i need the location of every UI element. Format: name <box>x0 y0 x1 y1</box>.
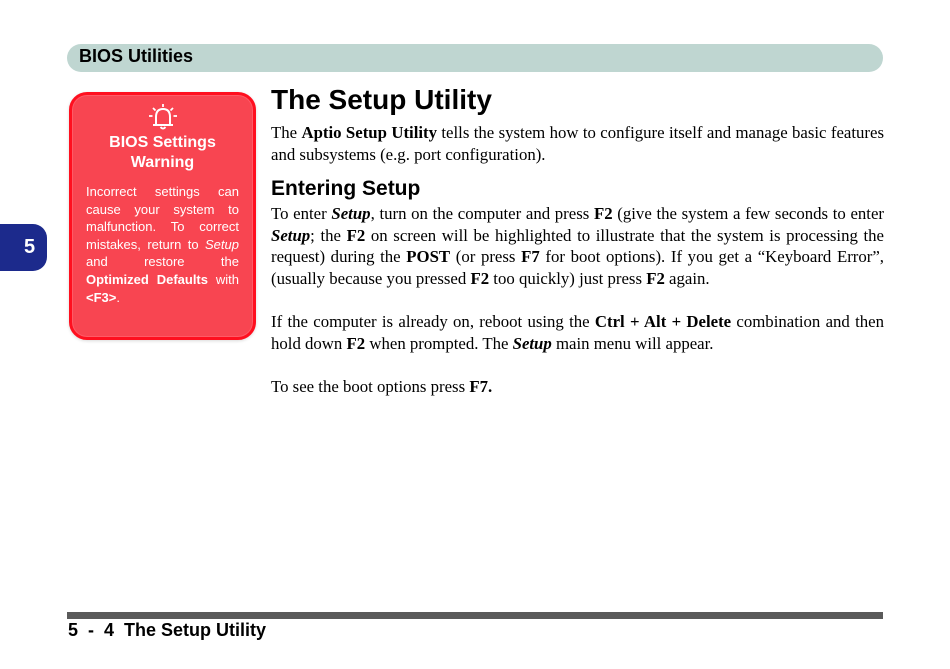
setup-term: Setup <box>271 225 311 245</box>
text-run: , turn on the computer and press <box>370 204 594 224</box>
setup-term: Setup <box>331 204 371 224</box>
text-run: on screen will be highlighted to illustrate that the system is processing the request) during the <box>271 225 885 267</box>
warning-bell-icon <box>146 103 180 131</box>
warning-title <box>86 133 239 173</box>
text-run: too quickly) just press <box>489 268 647 288</box>
key-combo-ctrl-alt-delete: Ctrl + Alt + Delete <box>594 312 732 332</box>
warning-setup-term: Setup <box>205 236 239 252</box>
text-run: (give the system a few seconds to enter <box>612 204 885 224</box>
chapter-number: 5 <box>23 236 36 258</box>
text-run: If the computer is already on, reboot using the <box>271 312 595 332</box>
post-term: POST <box>406 247 451 267</box>
key-f2: F2 <box>346 333 366 353</box>
key-f2: F2 <box>346 225 366 245</box>
boot-options-paragraph <box>271 376 884 398</box>
text-run: (or press <box>450 247 522 267</box>
section-title: Entering Setup <box>271 177 421 201</box>
text-run: main menu will appear. <box>551 333 714 353</box>
main-content <box>271 82 884 398</box>
setup-term: Setup <box>512 333 552 353</box>
header-title: BIOS Utilities <box>79 46 194 66</box>
warning-text: Incorrect settings can cause your system to malfunction. To correct mistakes, return to <box>86 184 239 252</box>
warning-box <box>69 92 256 340</box>
warning-text: with <box>208 271 239 287</box>
key-f2: F2 <box>646 268 665 288</box>
entering-setup-paragraph <box>271 203 884 289</box>
aptio-setup-utility-term: Aptio Setup Utility <box>301 123 438 142</box>
text-run: combination and then hold down <box>271 312 884 353</box>
text-run: when prompted. The <box>365 333 513 353</box>
text-run: again. <box>664 268 710 288</box>
key-f7: F7 <box>521 247 540 267</box>
chapter-tab <box>0 224 47 271</box>
text-run: To see the boot options press <box>271 376 470 396</box>
warning-title-line1: BIOS Settings <box>109 134 216 151</box>
text-run: tells the system how to configure itself and manage basic features and subsystems (e.g. port configuration). <box>271 123 884 164</box>
text-run: ; the <box>310 225 347 245</box>
text-run: The <box>271 123 302 142</box>
key-f2: F2 <box>470 268 490 288</box>
page-title: The Setup Utility <box>271 84 492 115</box>
intro-paragraph <box>271 122 884 165</box>
warning-text: . <box>116 289 120 305</box>
warning-key: <F3> <box>86 289 117 305</box>
warning-defaults-term: Optimized Defaults <box>86 271 208 287</box>
warning-body <box>86 183 239 306</box>
text-run: To enter <box>271 204 332 224</box>
warning-title-line2: Warning <box>130 154 195 171</box>
text-run: for boot options). If you get a “Keyboard Error”, (usually because you pressed <box>271 247 884 288</box>
footer-rule <box>67 612 883 619</box>
header-bar <box>67 44 883 72</box>
key-f7: F7. <box>469 376 493 396</box>
reboot-paragraph <box>271 311 884 354</box>
key-f2: F2 <box>593 204 613 224</box>
warning-text: and restore the <box>86 254 239 270</box>
footer-page-label: 5 - 4 The Setup Utility <box>68 620 267 640</box>
